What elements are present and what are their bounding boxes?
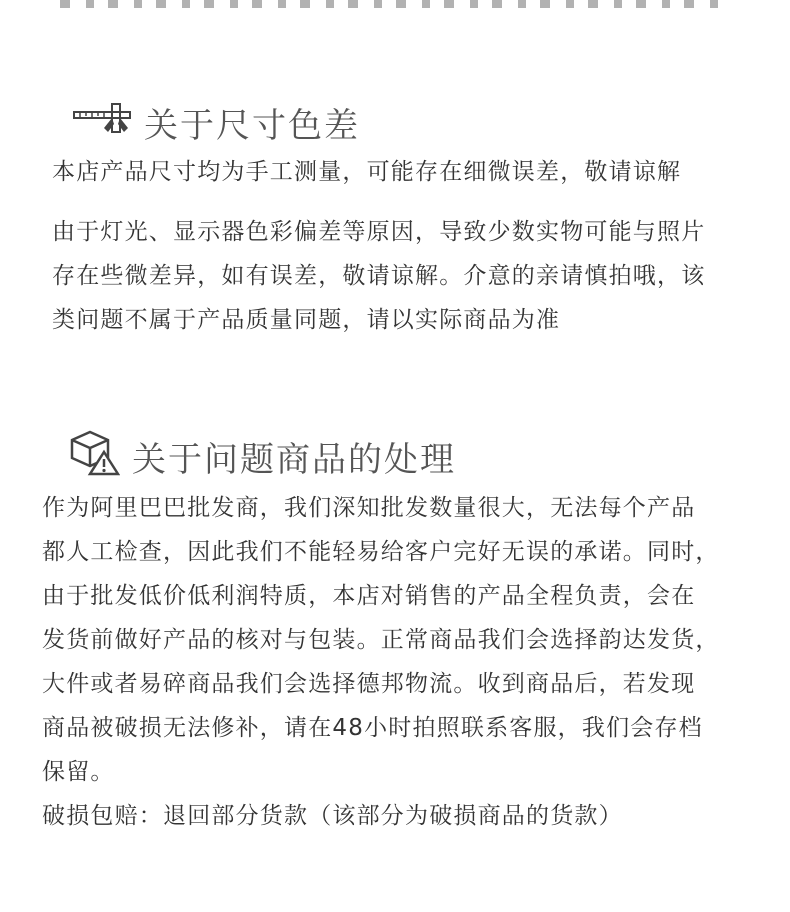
section-title-text: 关于问题商品的处理 xyxy=(132,440,456,480)
text-line: 作为阿里巴巴批发商，我们深知批发数量很大，无法每个产品 xyxy=(42,495,696,521)
text-line: 破损包赔：退回部分货款（该部分为破损商品的货款） xyxy=(42,803,623,829)
text-line: 都人工检查，因此我们不能轻易给客户完好无误的承诺。同时， xyxy=(42,539,720,565)
caliper-icon xyxy=(72,98,132,147)
package-warning-icon xyxy=(68,428,120,485)
text-line: 发货前做好产品的核对与包装。正常商品我们会选择韵达发货， xyxy=(42,627,720,653)
problem-goods-paragraph xyxy=(42,486,720,838)
cropped-text-shape xyxy=(60,0,720,8)
text-line: 大件或者易碎商品我们会选择德邦物流。收到商品后，若发现 xyxy=(42,671,696,697)
text-line: 本店产品尺寸均为手工测量，可能存在细微误差，敬请谅解 xyxy=(52,159,682,185)
text-line: 由于批发低价低利润特质，本店对销售的产品全程负责，会在 xyxy=(42,583,696,609)
section-title-problem-goods xyxy=(68,428,456,485)
cropped-text-fragment xyxy=(0,0,790,14)
text-line: 存在些微差异，如有误差，敬请谅解。介意的亲请慎拍哦，该 xyxy=(52,263,706,289)
color-note-paragraph xyxy=(52,210,705,342)
text-line: 类问题不属于产品质量同题，请以实际商品为准 xyxy=(52,307,561,333)
section-title-text: 关于尺寸色差 xyxy=(144,106,360,146)
text-line: 保留。 xyxy=(42,759,115,785)
text-line: 由于灯光、显示器色彩偏差等原因，导致少数实物可能与照片 xyxy=(52,219,706,245)
section-title-size-color xyxy=(72,98,360,147)
text-line: 商品被破损无法修补，请在48小时拍照联系客服，我们会存档 xyxy=(42,715,703,741)
size-note-paragraph xyxy=(52,150,681,194)
